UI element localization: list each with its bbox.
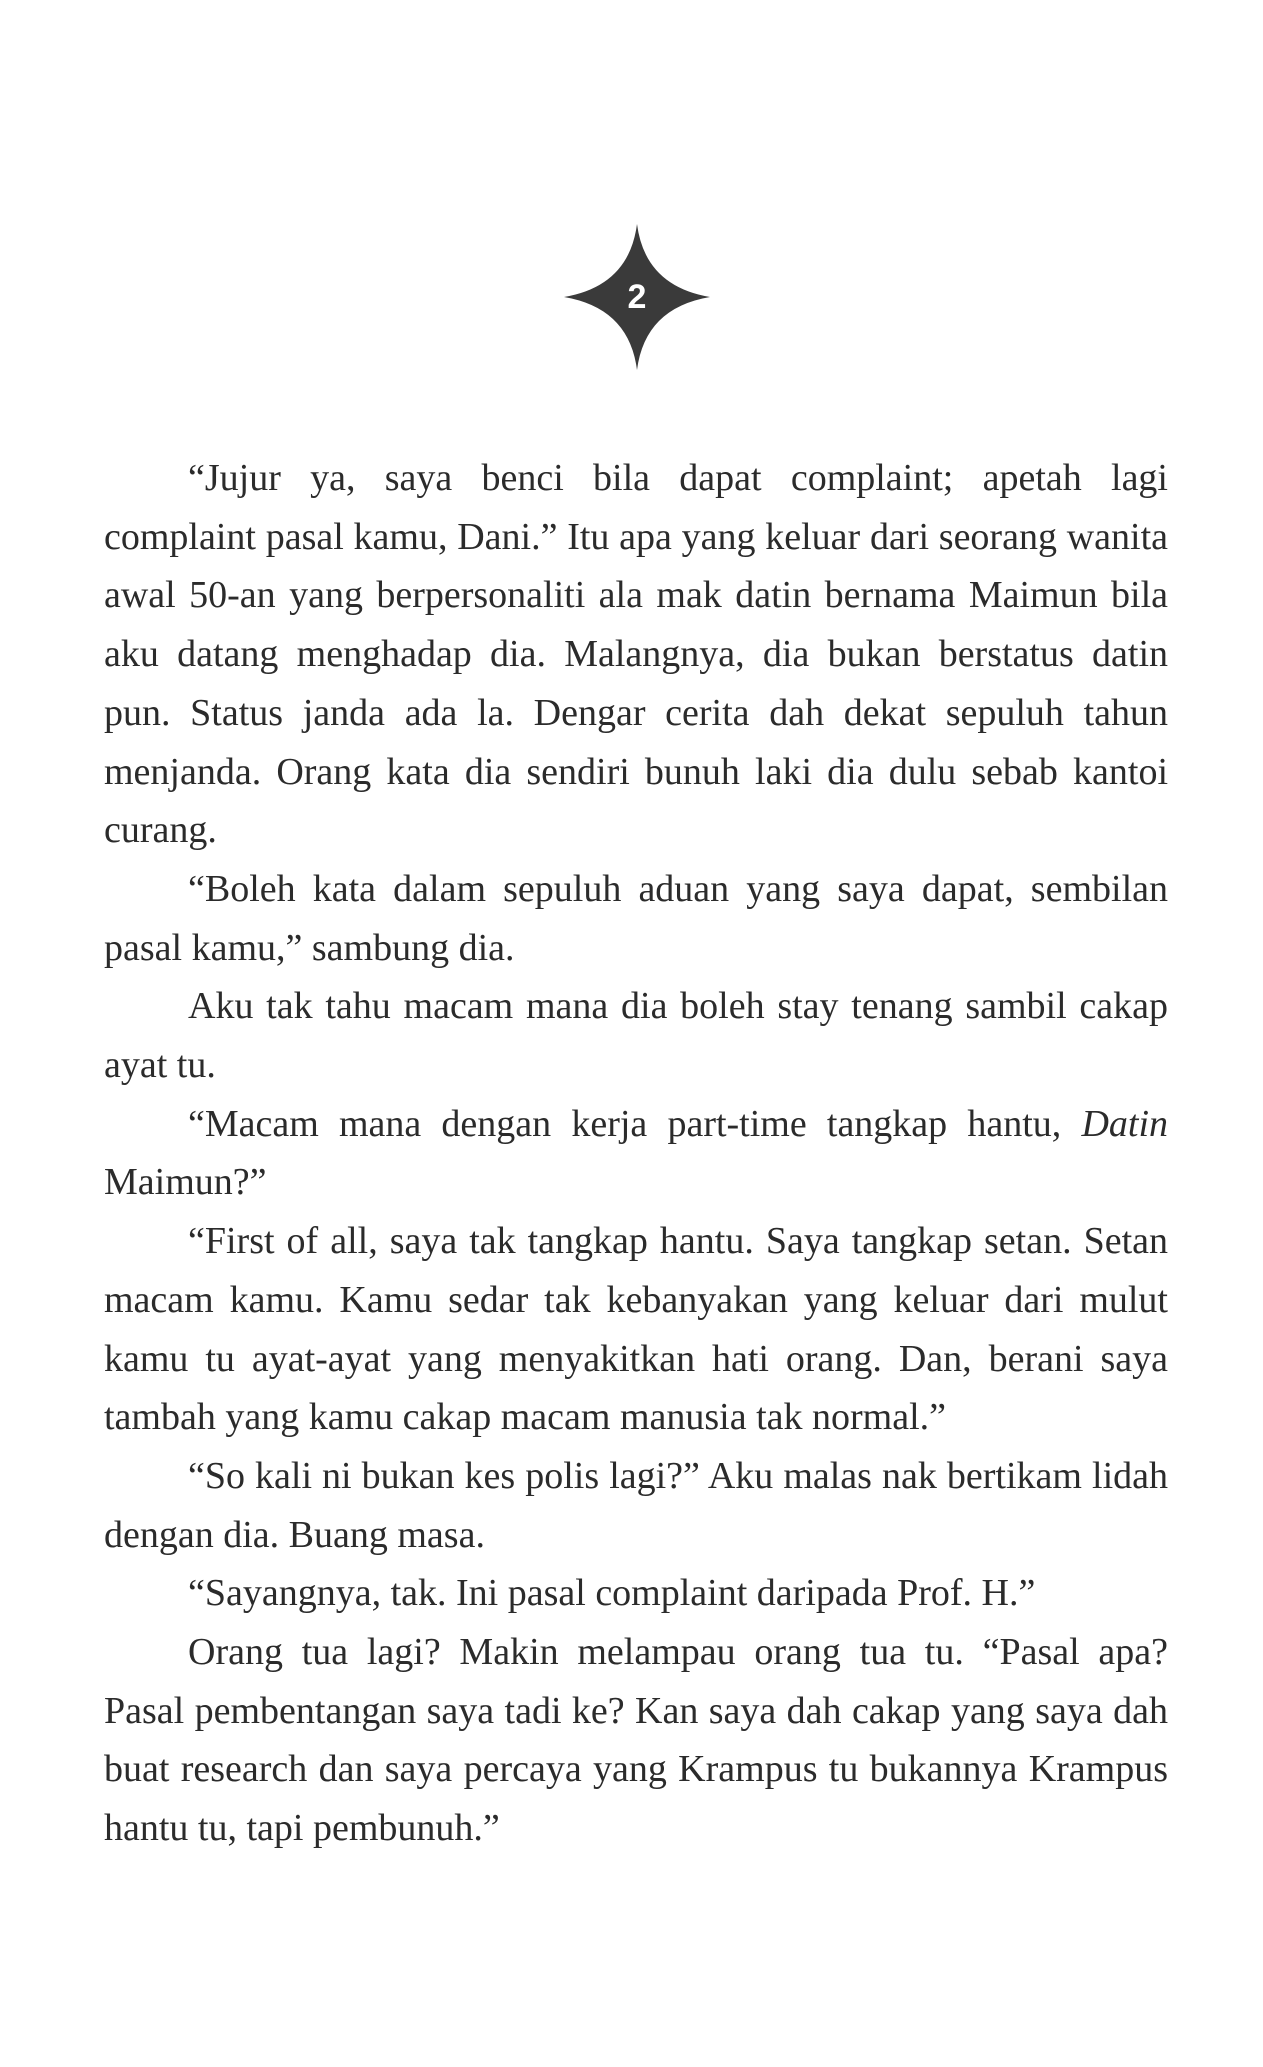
paragraph: “Jujur ya, saya benci bila dapat complaint; apetah lagi complaint pasal kamu, Dani.” Itu apa yang keluar dari seorang wanita awal 50-an yang berpersonaliti ala mak datin bernama Maimun bila aku datang menghadap dia. Malangnya, dia bukan berstatus datin pun. Status janda ada la. Dengar cerita dah dekat sepuluh tahun menjanda. Orang kata dia sendiri bunuh laki dia dulu sebab kantoi curang. [104, 457, 1168, 852]
paragraph: “Sayangnya, tak. Ini pasal complaint daripada Prof. H.” [188, 1572, 1036, 1615]
paragraph: Aku tak tahu macam mana dia boleh stay tenang sambil cakap ayat tu. [104, 985, 1168, 1087]
italic-term: Datin [1081, 1102, 1169, 1145]
chapter-number: 2 [627, 278, 647, 316]
chapter-text [104, 449, 1168, 1858]
paragraph-text: “Macam mana dengan kerja part-time tangkap hantu, [188, 1102, 1062, 1145]
paragraph-text-tail: Maimun?” [104, 1161, 267, 1204]
paragraph: Orang tua lagi? Makin melampau orang tua tu. “Pasal apa? Pasal pembentangan saya tadi ke? Kan saya dah cakap yang saya dah buat research dan saya percaya yang Krampus tu bukannya Krampus hantu tu, tapi pembunuh.” [104, 1631, 1168, 1850]
paragraph: “So kali ni bukan kes polis lagi?” Aku malas nak bertikam lidah dengan dia. Buang masa. [104, 1454, 1168, 1556]
paragraph [104, 1095, 1168, 1212]
chapter-badge [562, 222, 712, 372]
paragraph: “Boleh kata dalam sepuluh aduan yang saya dapat, sembilan pasal kamu,” sambung dia. [104, 867, 1168, 969]
paragraph: “First of all, saya tak tangkap hantu. Saya tangkap setan. Setan macam kamu. Kamu sedar tak kebanyakan yang keluar dari mulut kamu tu ayat-ayat yang menyakitkan hati orang. Dan, berani saya tambah yang kamu cakap macam manusia tak normal.” [104, 1220, 1168, 1439]
